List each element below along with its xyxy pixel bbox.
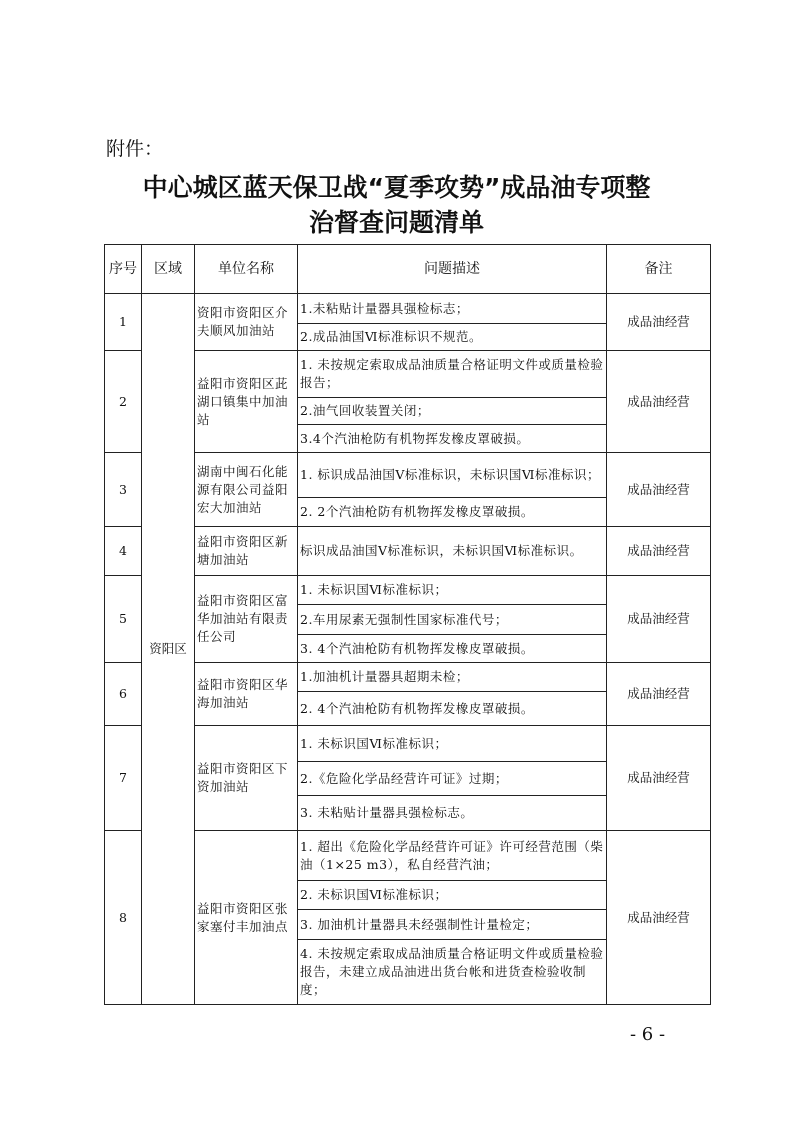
region-cell: 资阳区 <box>142 294 195 1005</box>
header-note: 备注 <box>607 245 711 294</box>
unit-name: 益阳市资阳区下资加油站 <box>195 726 298 831</box>
note-cell: 成品油经营 <box>607 453 711 527</box>
header-no: 序号 <box>105 245 142 294</box>
unit-name: 湖南中闽石化能源有限公司益阳宏大加油站 <box>195 453 298 527</box>
issue-description: 1. 标识成品油国Ⅴ标准标识，未标识国Ⅵ标准标识； <box>298 453 607 498</box>
issue-description: 2.油气回收装置关闭； <box>298 398 607 425</box>
row-number: 2 <box>105 351 142 453</box>
row-number: 5 <box>105 576 142 663</box>
title-line-1: 中心城区蓝天保卫战“夏季攻势”成品油专项整 <box>142 173 651 202</box>
table-row <box>105 663 711 692</box>
unit-name: 益阳市资阳区茈湖口镇集中加油站 <box>195 351 298 453</box>
issue-description: 2. 4个汽油枪防有机物挥发橡皮罩破损。 <box>298 692 607 726</box>
unit-name: 益阳市资阳区富华加油站有限责任公司 <box>195 576 298 663</box>
unit-name: 益阳市资阳区华海加油站 <box>195 663 298 726</box>
row-number: 6 <box>105 663 142 726</box>
table-row <box>105 527 711 576</box>
issue-description: 1.未粘贴计量器具强检标志； <box>298 294 607 324</box>
page-title <box>0 170 793 240</box>
note-cell: 成品油经营 <box>607 831 711 1005</box>
attachment-label: 附件： <box>106 138 164 160</box>
issue-description: 1. 未按规定索取成品油质量合格证明文件或质量检验报告； <box>298 351 607 398</box>
issue-description: 1. 超出《危险化学品经营许可证》许可经营范围（柴油（1×25 m3），私自经营汽油； <box>298 831 607 881</box>
title-line-2: 治督查问题清单 <box>308 208 484 237</box>
row-number: 8 <box>105 831 142 1005</box>
table-row <box>105 831 711 881</box>
unit-name: 益阳市资阳区张家塞付丰加油点 <box>195 831 298 1005</box>
issue-description: 3. 加油机计量器具未经强制性计量检定； <box>298 910 607 940</box>
issue-description: 3. 未粘贴计量器具强检标志。 <box>298 796 607 831</box>
issue-description: 3.4个汽油枪防有机物挥发橡皮罩破损。 <box>298 425 607 453</box>
table-row <box>105 726 711 762</box>
issue-description: 2. 未标识国Ⅵ标准标识； <box>298 881 607 910</box>
issue-description: 2.车用尿素无强制性国家标准代号； <box>298 605 607 635</box>
table-row <box>105 351 711 398</box>
unit-name: 益阳市资阳区新塘加油站 <box>195 527 298 576</box>
note-cell: 成品油经营 <box>607 527 711 576</box>
note-cell: 成品油经营 <box>607 294 711 351</box>
issues-table <box>104 244 711 1005</box>
issue-description: 3. 4个汽油枪防有机物挥发橡皮罩破损。 <box>298 635 607 663</box>
table-row <box>105 576 711 605</box>
issue-description: 1. 未标识国Ⅵ标准标识； <box>298 726 607 762</box>
note-cell: 成品油经营 <box>607 351 711 453</box>
table-header-row <box>105 245 711 294</box>
issue-description: 4. 未按规定索取成品油质量合格证明文件或质量检验报告，未建立成品油进出货台帐和进货查检验收制度； <box>298 940 607 1005</box>
issue-description: 2.《危险化学品经营许可证》过期； <box>298 762 607 796</box>
row-number: 1 <box>105 294 142 351</box>
row-number: 4 <box>105 527 142 576</box>
unit-name: 资阳市资阳区介夫顺风加油站 <box>195 294 298 351</box>
header-issue: 问题描述 <box>298 245 607 294</box>
table-row <box>105 453 711 498</box>
issue-description: 2.成品油国Ⅵ标准标识不规范。 <box>298 324 607 351</box>
row-number: 7 <box>105 726 142 831</box>
issue-description: 1.加油机计量器具超期未检； <box>298 663 607 692</box>
issue-description: 2. 2个汽油枪防有机物挥发橡皮罩破损。 <box>298 498 607 527</box>
issue-description: 标识成品油国Ⅴ标准标识，未标识国Ⅵ标准标识。 <box>298 527 607 576</box>
note-cell: 成品油经营 <box>607 726 711 831</box>
table-row <box>105 294 711 324</box>
note-cell: 成品油经营 <box>607 663 711 726</box>
row-number: 3 <box>105 453 142 527</box>
header-region: 区域 <box>142 245 195 294</box>
note-cell: 成品油经营 <box>607 576 711 663</box>
issue-description: 1. 未标识国Ⅵ标准标识； <box>298 576 607 605</box>
header-unit: 单位名称 <box>195 245 298 294</box>
page-number: - 6 - <box>630 1024 666 1045</box>
